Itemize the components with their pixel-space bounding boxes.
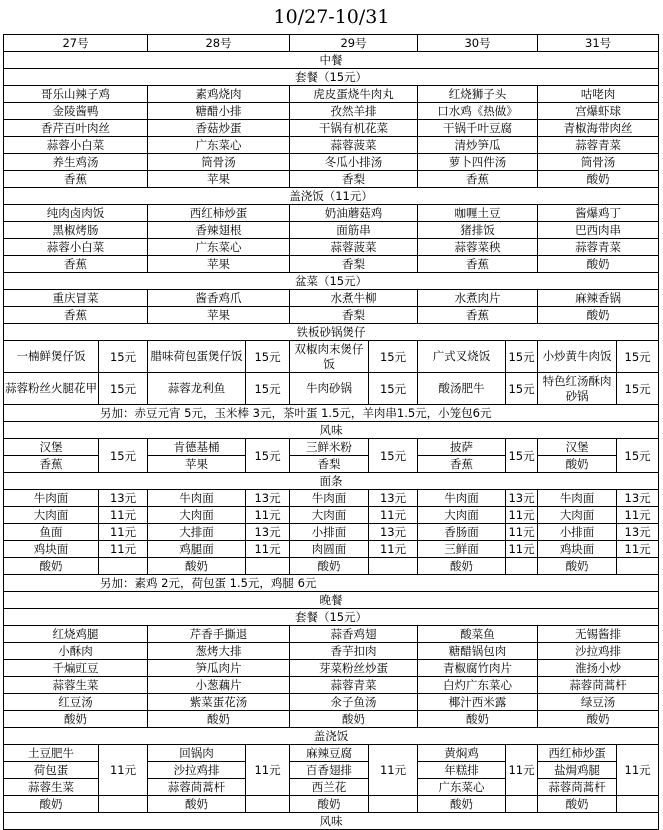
dish-cell: 芽菜粉丝炒蛋	[290, 660, 418, 677]
dish-cell: 绿豆汤	[538, 694, 659, 711]
price-cell: 13元	[506, 490, 538, 507]
dish-cell: 香肠面	[418, 524, 506, 541]
cell-line: 三鲜米粉	[290, 439, 368, 456]
price-cell: 13元	[246, 524, 290, 541]
dish-cell: 萝卜四件汤	[418, 154, 538, 171]
dish-cell: 椰汁西米露	[418, 694, 538, 711]
section-label: 盖浇饭（11元）	[4, 188, 659, 205]
dish-cell: 巴西肉串	[538, 222, 659, 239]
table-row	[4, 205, 659, 222]
cell-line: 蒜蓉生菜	[28, 780, 74, 794]
dish-cell: 红烧鸡腿	[4, 626, 148, 643]
dish-cell: 金陵酱鸭	[4, 103, 148, 120]
cell-line: 酸奶	[565, 457, 589, 471]
dish-cell: 青椒腐竹肉片	[418, 660, 538, 677]
price-cell: 11元	[506, 541, 538, 558]
table-row	[4, 796, 659, 813]
price-cell: 13元	[369, 490, 418, 507]
dish-cell: 酸奶	[418, 711, 538, 728]
dish-cell: 养生鸡汤	[4, 154, 148, 171]
dish-cell: 小排面	[290, 524, 369, 541]
dish-cell: 广式叉烧饭	[418, 341, 506, 373]
dish-cell: 干锅千叶豆腐	[418, 120, 538, 137]
price-cell: 15元	[506, 373, 538, 405]
dish-cell: 葱烤大排	[148, 643, 290, 660]
extra-note: 另加：赤豆元宵 5元，玉米棒 3元，茶叶蛋 1.5元，羊肉串1.5元，小笼包6元	[4, 405, 659, 422]
dish-cell: 酸奶	[290, 796, 369, 813]
dish-cell: 蒜蓉粉丝火腿花甲	[4, 373, 99, 405]
price-cell: 11元	[246, 745, 290, 796]
dish-cell: 酸奶	[538, 796, 617, 813]
dish-cell: 三鲜面	[418, 541, 506, 558]
dish-cell: 大肉面	[538, 507, 617, 524]
price-cell: 11元	[369, 745, 418, 796]
dish-cell: 牛肉砂锅	[290, 373, 369, 405]
dish-cell: 干锅有机花菜	[290, 120, 418, 137]
dish-cell: 香蕉	[4, 171, 148, 188]
dish-cell	[418, 745, 506, 796]
dish-cell: 宫爆虾球	[538, 103, 659, 120]
price-cell	[99, 558, 148, 575]
cell-line: 香梨	[317, 457, 341, 471]
cell-line: 西红柿炒蛋	[538, 745, 616, 762]
dish-cell: 香梨	[290, 171, 418, 188]
dish-cell: 猪排饭	[418, 222, 538, 239]
dish-cell: 酸奶	[148, 796, 246, 813]
dish-cell: 蒜蓉菠菜	[290, 239, 418, 256]
dish-cell: 酸奶	[4, 711, 148, 728]
table-row	[4, 507, 659, 524]
price-cell: 15元	[506, 341, 538, 373]
dish-cell: 鸡腿面	[148, 541, 246, 558]
dish-cell: 酸奶	[4, 796, 99, 813]
dish-cell: 咖喱土豆	[418, 205, 538, 222]
dish-cell: 纯肉卤肉饭	[4, 205, 148, 222]
dish-cell: 香菇炒蛋	[148, 120, 290, 137]
table-row	[4, 373, 659, 405]
price-cell: 13元	[617, 490, 659, 507]
dish-cell	[4, 745, 99, 796]
table-row	[4, 745, 659, 796]
cell-line: 蒜蓉茼蒿杆	[548, 780, 606, 794]
cell-line: 广东菜心	[438, 780, 485, 794]
price-cell: 15元	[99, 341, 148, 373]
price-cell: 11元	[617, 541, 659, 558]
dish-cell: 水煮肉片	[418, 290, 538, 307]
price-cell: 15元	[617, 439, 659, 473]
table-row	[4, 154, 659, 171]
price-cell: 11元	[246, 541, 290, 558]
dish-cell: 沙拉鸡排	[538, 643, 659, 660]
price-cell: 11元	[99, 507, 148, 524]
dish-cell: 香芹百叶肉丝	[4, 120, 148, 137]
price-cell: 11元	[246, 507, 290, 524]
table-row	[4, 35, 659, 52]
section-label: 盆菜（15元）	[4, 273, 659, 290]
cell-line: 土豆肥牛	[4, 745, 98, 762]
price-cell: 15元	[369, 341, 418, 373]
table-row	[4, 103, 659, 120]
dish-cell: 小排面	[538, 524, 617, 541]
dish-cell: 糖醋锅包肉	[418, 643, 538, 660]
table-row	[4, 660, 659, 677]
extra-note: 另加：素鸡 2元，荷包蛋 1.5元，鸡腿 6元	[4, 575, 659, 592]
dish-cell: 酸奶	[148, 711, 290, 728]
table-row	[4, 239, 659, 256]
dish-cell: 蒜蓉小白菜	[4, 239, 148, 256]
dish-cell: 小炒黄牛肉饭	[538, 341, 617, 373]
dish-cell: 笋瓜肉片	[148, 660, 290, 677]
price-cell: 11元	[506, 507, 538, 524]
section-label: 铁板砂锅煲仔	[4, 324, 659, 341]
dish-cell: 牛肉面	[538, 490, 617, 507]
dish-cell: 咕咾肉	[538, 86, 659, 103]
table-row	[4, 171, 659, 188]
price-cell: 11元	[99, 541, 148, 558]
menu-table	[3, 34, 659, 830]
table-row	[4, 541, 659, 558]
section-label: 套餐（15元）	[4, 609, 659, 626]
dish-cell: 肉圆面	[290, 541, 369, 558]
dish-cell: 大排面	[148, 524, 246, 541]
table-row	[4, 273, 659, 290]
cell-line: 肯德基桶	[148, 439, 245, 456]
dish-cell: 水煮牛柳	[290, 290, 418, 307]
price-cell: 13元	[369, 524, 418, 541]
dish-cell: 重庆冒菜	[4, 290, 148, 307]
dish-cell	[148, 439, 246, 473]
dish-cell: 香蕉	[4, 307, 148, 324]
dish-cell: 西红柿炒蛋	[148, 205, 290, 222]
cell-line: 年糕排	[418, 762, 505, 779]
dish-cell: 一楠鲜煲仔饭	[4, 341, 99, 373]
price-cell: 11元	[369, 507, 418, 524]
dish-cell: 酸奶	[290, 558, 369, 575]
cell-line: 盐焗鸡腿	[538, 762, 616, 779]
dish-cell: 白灼广东菜心	[418, 677, 538, 694]
table-row	[4, 222, 659, 239]
dish-cell: 蒜蓉小白菜	[4, 137, 148, 154]
dish-cell: 广东菜心	[148, 137, 290, 154]
dish-cell: 紫菜蛋花汤	[148, 694, 290, 711]
price-cell	[369, 558, 418, 575]
price-cell: 13元	[246, 490, 290, 507]
table-row	[4, 813, 659, 830]
dish-cell: 清炒笋瓜	[418, 137, 538, 154]
dish-cell: 苹果	[148, 171, 290, 188]
dish-cell: 苹果	[148, 256, 290, 273]
section-label: 风味	[4, 422, 659, 439]
dish-cell: 大肉面	[290, 507, 369, 524]
price-cell: 11元	[506, 745, 538, 796]
price-cell: 15元	[369, 439, 418, 473]
dish-cell: 香芋扣肉	[290, 643, 418, 660]
table-row	[4, 422, 659, 439]
dish-cell: 芹香手撕退	[148, 626, 290, 643]
table-row	[4, 324, 659, 341]
table-row	[4, 558, 659, 575]
table-row	[4, 86, 659, 103]
cell-line: 黄焖鸡	[418, 745, 505, 762]
table-row	[4, 69, 659, 86]
cell-line: 汉堡	[4, 439, 98, 456]
section-label: 风味	[4, 813, 659, 830]
price-cell: 11元	[617, 507, 659, 524]
price-cell: 15元	[617, 373, 659, 405]
price-cell	[99, 796, 148, 813]
price-cell: 15元	[617, 341, 659, 373]
dish-cell: 鱼面	[4, 524, 99, 541]
table-row	[4, 137, 659, 154]
dish-cell: 红豆汤	[4, 694, 148, 711]
dish-cell: 香蕉	[4, 256, 148, 273]
dish-cell: 酸奶	[538, 711, 659, 728]
cell-line: 回锅肉	[148, 745, 245, 762]
dish-cell: 奶油蘑菇鸡	[290, 205, 418, 222]
dish-cell: 蒜蓉茼蒿杆	[538, 677, 659, 694]
dish-cell: 香蕉	[418, 171, 538, 188]
dish-cell: 酸奶	[148, 558, 246, 575]
table-row	[4, 490, 659, 507]
dish-cell: 蒜蓉生菜	[4, 677, 148, 694]
dish-cell: 青椒海带肉丝	[538, 120, 659, 137]
table-row	[4, 626, 659, 643]
table-row	[4, 677, 659, 694]
cell-line: 香蕉	[450, 457, 474, 471]
dish-cell: 鸡块面	[538, 541, 617, 558]
dish-cell: 素鸡烧肉	[148, 86, 290, 103]
cell-line: 汉堡	[538, 439, 616, 456]
dish-cell: 香蕉	[418, 256, 538, 273]
dish-cell: 酸菜鱼	[418, 626, 538, 643]
section-label: 套餐（15元）	[4, 69, 659, 86]
table-row	[4, 290, 659, 307]
dish-cell: 冬瓜小排汤	[290, 154, 418, 171]
dish-cell: 蒜香鸡翅	[290, 626, 418, 643]
dish-cell	[290, 439, 369, 473]
day-header: 31号	[538, 35, 659, 52]
dish-cell: 双椒肉末煲仔饭	[290, 341, 369, 373]
dish-cell: 酸奶	[538, 256, 659, 273]
dish-cell: 腊味荷包蛋煲仔饭	[148, 341, 246, 373]
cell-line: 西兰花	[311, 780, 347, 794]
section-label: 面条	[4, 473, 659, 490]
meal-label: 晚餐	[4, 592, 659, 609]
day-header: 27号	[4, 35, 148, 52]
dish-cell	[290, 745, 369, 796]
dish-cell: 糖醋小排	[148, 103, 290, 120]
table-row	[4, 473, 659, 490]
dish-cell: 蒜蓉青菜	[538, 137, 659, 154]
price-cell	[617, 558, 659, 575]
table-row	[4, 609, 659, 626]
dish-cell: 酱爆鸡丁	[538, 205, 659, 222]
price-cell: 15元	[246, 439, 290, 473]
dish-cell: 大肉面	[4, 507, 99, 524]
table-row	[4, 120, 659, 137]
table-row	[4, 439, 659, 473]
dish-cell: 鸡块面	[4, 541, 99, 558]
table-row	[4, 711, 659, 728]
dish-cell: 蒜蓉龙利鱼	[148, 373, 246, 405]
price-cell: 15元	[246, 373, 290, 405]
dish-cell: 筒骨汤	[538, 154, 659, 171]
meal-label: 中餐	[4, 52, 659, 69]
section-label: 盖浇饭	[4, 728, 659, 745]
day-header: 29号	[290, 35, 418, 52]
price-cell: 15元	[99, 439, 148, 473]
dish-cell: 香辣翅根	[148, 222, 290, 239]
price-cell: 11元	[617, 745, 659, 796]
dish-cell	[538, 439, 617, 473]
dish-cell	[538, 745, 617, 796]
dish-cell: 牛肉面	[4, 490, 99, 507]
dish-cell: 小酥肉	[4, 643, 148, 660]
price-cell: 13元	[617, 524, 659, 541]
dish-cell: 氽子鱼汤	[290, 694, 418, 711]
table-row	[4, 341, 659, 373]
cell-line: 百香翅排	[290, 762, 368, 779]
dish-cell: 黑椒烤肠	[4, 222, 148, 239]
table-row	[4, 575, 659, 592]
table-row	[4, 728, 659, 745]
dish-cell: 口水鸡《热做》	[418, 103, 538, 120]
page-title: 10/27-10/31	[273, 6, 390, 28]
price-cell: 15元	[369, 373, 418, 405]
dish-cell: 红烧狮子头	[418, 86, 538, 103]
dish-cell: 哥乐山辣子鸡	[4, 86, 148, 103]
price-cell	[246, 558, 290, 575]
dish-cell: 香梨	[290, 256, 418, 273]
dish-cell: 蒜蓉菠菜	[290, 137, 418, 154]
cell-line: 荷包蛋	[4, 762, 98, 779]
dish-cell: 虎皮蛋烧牛肉丸	[290, 86, 418, 103]
table-row	[4, 524, 659, 541]
dish-cell: 蒜蓉青菜	[538, 239, 659, 256]
cell-line: 苹果	[185, 457, 209, 471]
table-row	[4, 307, 659, 324]
dish-cell: 酸奶	[538, 171, 659, 188]
price-cell: 11元	[506, 524, 538, 541]
table-row	[4, 188, 659, 205]
price-cell	[617, 796, 659, 813]
price-cell	[506, 558, 538, 575]
dish-cell: 酸奶	[538, 558, 617, 575]
price-cell	[246, 796, 290, 813]
table-row	[4, 592, 659, 609]
cell-line: 沙拉鸡排	[148, 762, 245, 779]
dish-cell: 酱香鸡爪	[148, 290, 290, 307]
dish-cell: 蒜蓉青菜	[290, 677, 418, 694]
price-cell: 11元	[99, 524, 148, 541]
dish-cell: 酸奶	[4, 558, 99, 575]
dish-cell: 特色红汤酥肉砂锅	[538, 373, 617, 405]
table-row	[4, 643, 659, 660]
dish-cell: 面筋串	[290, 222, 418, 239]
table-row	[4, 405, 659, 422]
dish-cell: 酸汤肥牛	[418, 373, 506, 405]
table-row	[4, 694, 659, 711]
day-header: 30号	[418, 35, 538, 52]
dish-cell: 筒骨汤	[148, 154, 290, 171]
dish-cell: 酸奶	[290, 711, 418, 728]
dish-cell: 酸奶	[418, 558, 506, 575]
dish-cell	[148, 745, 246, 796]
dish-cell: 淮扬小炒	[538, 660, 659, 677]
cell-line: 麻辣豆腐	[290, 745, 368, 762]
dish-cell	[418, 439, 506, 473]
table-row	[4, 52, 659, 69]
dish-cell: 酸奶	[538, 307, 659, 324]
cell-line: 蒜蓉茼蒿杆	[167, 780, 226, 794]
price-cell: 11元	[99, 745, 148, 796]
dish-cell: 小葱藕片	[148, 677, 290, 694]
price-cell	[369, 796, 418, 813]
price-cell	[506, 796, 538, 813]
dish-cell: 无锡酱排	[538, 626, 659, 643]
day-header: 28号	[148, 35, 290, 52]
cell-line: 香蕉	[39, 457, 63, 471]
price-cell: 13元	[99, 490, 148, 507]
table-row	[4, 256, 659, 273]
dish-cell: 酸奶	[418, 796, 506, 813]
dish-cell	[4, 439, 99, 473]
cell-line: 披萨	[418, 439, 505, 456]
dish-cell: 大肉面	[148, 507, 246, 524]
price-cell: 15元	[506, 439, 538, 473]
dish-cell: 牛肉面	[148, 490, 246, 507]
dish-cell: 大肉面	[418, 507, 506, 524]
dish-cell: 孜然羊排	[290, 103, 418, 120]
dish-cell: 香蕉	[418, 307, 538, 324]
dish-cell: 牛肉面	[418, 490, 506, 507]
dish-cell: 广东菜心	[148, 239, 290, 256]
dish-cell: 苹果	[148, 307, 290, 324]
dish-cell: 千煸豇豆	[4, 660, 148, 677]
price-cell: 15元	[246, 341, 290, 373]
dish-cell: 牛肉面	[290, 490, 369, 507]
price-cell: 11元	[369, 541, 418, 558]
dish-cell: 蒜蓉菜秧	[418, 239, 538, 256]
price-cell: 15元	[99, 373, 148, 405]
dish-cell: 麻辣香锅	[538, 290, 659, 307]
dish-cell: 香梨	[290, 307, 418, 324]
